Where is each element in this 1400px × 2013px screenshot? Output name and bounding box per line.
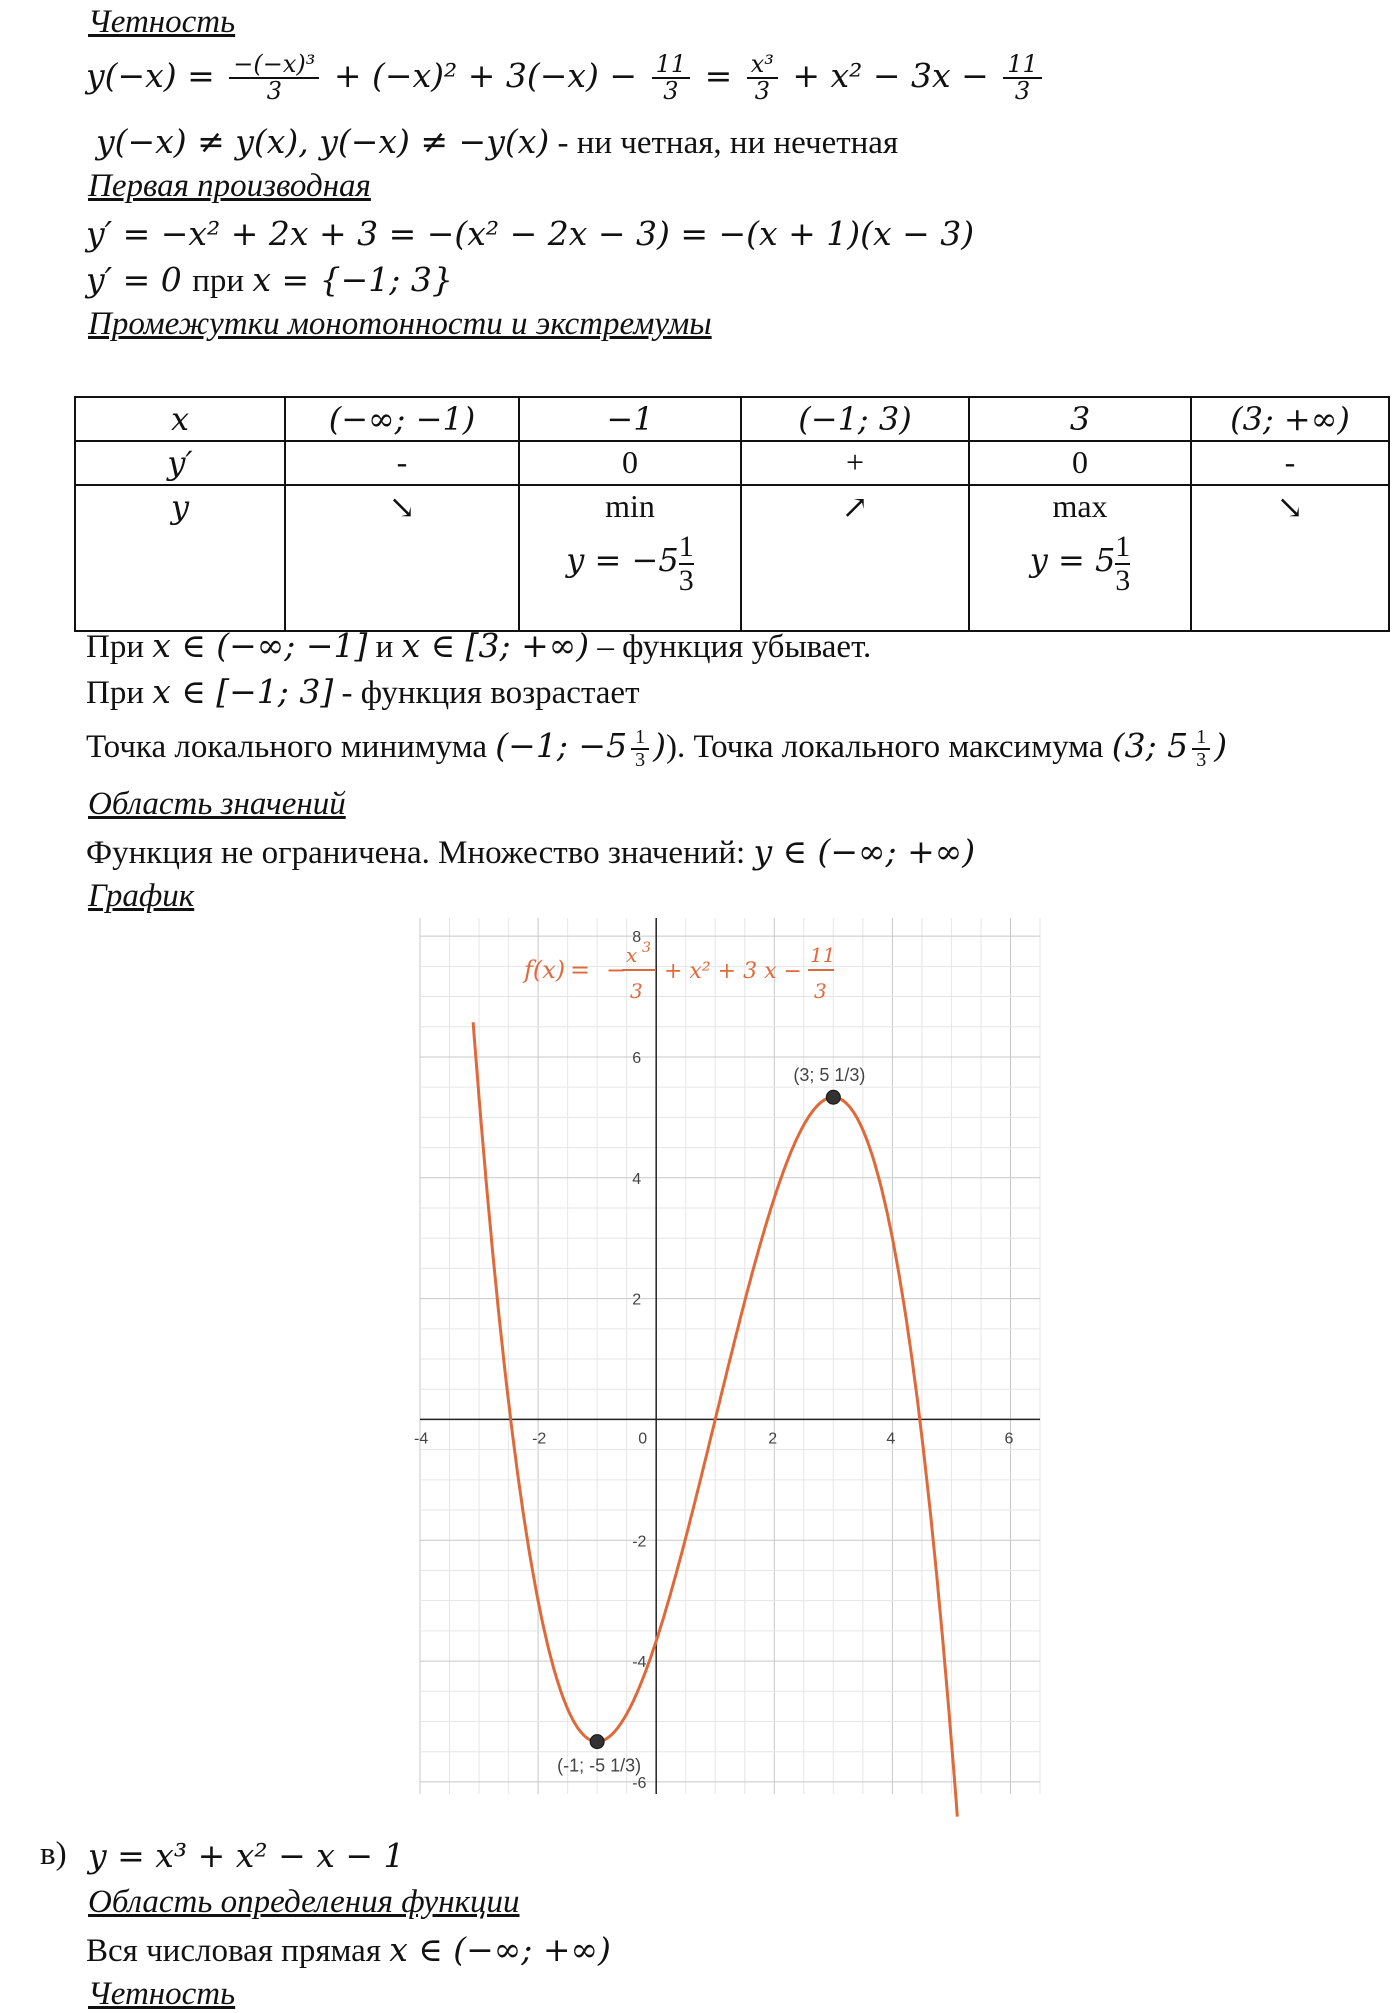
function-label-exp: 3 xyxy=(642,940,651,956)
table-cell-min: min y = −5 $\frac{1}{3}$ xyxy=(519,485,741,631)
parity-eq-mid: + (−x)² + 3(−x) − xyxy=(333,56,638,96)
monotonic-heading: Промежутки монотонности и экстремумы xyxy=(88,306,712,342)
table-row-x xyxy=(75,397,1389,441)
monotonicity-table xyxy=(74,396,1390,632)
x-tick-label: -4 xyxy=(414,1430,429,1448)
table-cell-max: max y = 5 $\frac{1}{3}$ xyxy=(969,485,1191,631)
function-graph xyxy=(414,918,1040,1794)
table-row-derivative xyxy=(75,441,1389,485)
parity-frac-2: $\frac{11}{3}$ xyxy=(652,52,691,104)
function-label-f: f(x) xyxy=(524,956,566,984)
table-cell: 3 xyxy=(969,397,1191,441)
x-tick-label: 6 xyxy=(1004,1430,1014,1448)
parity-frac-4: $\frac{11}{3}$ xyxy=(1003,52,1042,104)
y-tick-label: 6 xyxy=(632,1049,642,1067)
domain-text: Вся числовая прямая x ∈ (−∞; +∞) xyxy=(86,1930,611,1969)
extremum-point xyxy=(826,1090,840,1104)
table-cell: (−∞; −1) xyxy=(285,397,519,441)
domain-heading: Область определения функции xyxy=(88,1884,520,1920)
table-cell: (−1; 3) xyxy=(741,397,969,441)
extrema-statement: Точка локального минимума (−1; −5 $\frac{1}{3}$ )). Точка локального максимума (3; 5 $\frac{1}{3}$ ) xyxy=(86,726,1228,772)
y-tick-label: 4 xyxy=(632,1170,642,1188)
local-max-point: (3; 5 xyxy=(1111,726,1189,765)
graph-heading: График xyxy=(88,878,195,914)
parity-conclusion xyxy=(96,122,898,162)
derivative-heading: Первая производная xyxy=(88,168,371,204)
y-tick-label: -4 xyxy=(632,1654,647,1672)
extremum-point xyxy=(590,1735,604,1749)
increasing-statement: При x ∈ [−1; 3] - функция возрастает xyxy=(86,672,640,711)
table-cell: −1 xyxy=(519,397,741,441)
decreasing-statement: При x ∈ (−∞; −1] и x ∈ [3; +∞) – функция убывает. xyxy=(86,626,872,665)
table-cell: 0 xyxy=(519,441,741,485)
table-cell: ↘ xyxy=(1191,485,1389,631)
function-label-mid: + x² + 3 x − xyxy=(664,959,802,984)
extremum-label: (3; 5 1/3) xyxy=(793,1065,866,1086)
range-text: Функция не ограничена. Множество значений: y ∈ (−∞; +∞) xyxy=(86,832,976,871)
y-tick-label: 2 xyxy=(632,1291,642,1309)
table-cell: ↘ xyxy=(285,485,519,631)
function-label-den: 3 xyxy=(630,979,643,1003)
x-tick-label: 2 xyxy=(768,1430,778,1448)
table-cell: y xyxy=(75,485,285,631)
parity-eq-tail: + x² − 3x − xyxy=(792,56,989,96)
part-equation: y = x³ + x² − x − 1 xyxy=(88,1836,405,1875)
parity-frac-1: $\frac{\text{−(−x)³}}{3}$ xyxy=(229,52,319,104)
table-cell: (3; +∞) xyxy=(1191,397,1389,441)
table-row-function xyxy=(75,485,1389,631)
table-cell: ↗ xyxy=(741,485,969,631)
function-label-x3: x xyxy=(626,943,638,967)
extremum-label: (-1; -5 1/3) xyxy=(557,1755,642,1776)
y-tick-label: -2 xyxy=(632,1533,647,1551)
range-heading: Область значений xyxy=(88,786,346,822)
y-tick-label: -6 xyxy=(632,1774,647,1792)
y-tick-label: 8 xyxy=(632,929,642,947)
table-cell: 0 xyxy=(969,441,1191,485)
x-tick-label: 4 xyxy=(886,1430,896,1448)
function-label-minus: − xyxy=(606,956,627,984)
parity-heading-2: Четность xyxy=(88,1976,236,2012)
function-label-11: 11 xyxy=(810,943,836,967)
derivative-zero: y′ = 0 при x = {−1; 3} xyxy=(86,260,453,299)
table-cell: x xyxy=(75,397,285,441)
table-cell: y′ xyxy=(75,441,285,485)
part-label: в) xyxy=(40,1836,67,1872)
parity-equation xyxy=(86,52,1046,104)
parity-eq-left: y(−x) = xyxy=(86,56,226,96)
table-cell: - xyxy=(1191,441,1389,485)
table-cell: - xyxy=(285,441,519,485)
parity-frac-3: $\frac{\text{x³}}{3}$ xyxy=(747,52,778,104)
parity-conclusion-text: - ни четная, ни нечетная xyxy=(549,125,899,161)
local-min-point: (−1; −5 xyxy=(495,726,628,765)
table-cell: + xyxy=(741,441,969,485)
function-label-eq: = xyxy=(570,956,591,984)
x-tick-label: 0 xyxy=(638,1430,648,1448)
derivative-equation: y′ = −x² + 2x + 3 = −(x² − 2x − 3) = −(x + 1)(x − 3) xyxy=(86,214,975,253)
x-tick-label: -2 xyxy=(532,1430,547,1448)
parity-heading: Четность xyxy=(88,4,236,40)
function-label-den-2: 3 xyxy=(814,979,827,1003)
parity-conclusion-math: y(−x) ≠ y(x), y(−x) ≠ −y(x) xyxy=(96,122,550,161)
parity-eq-equals: = xyxy=(704,56,733,96)
